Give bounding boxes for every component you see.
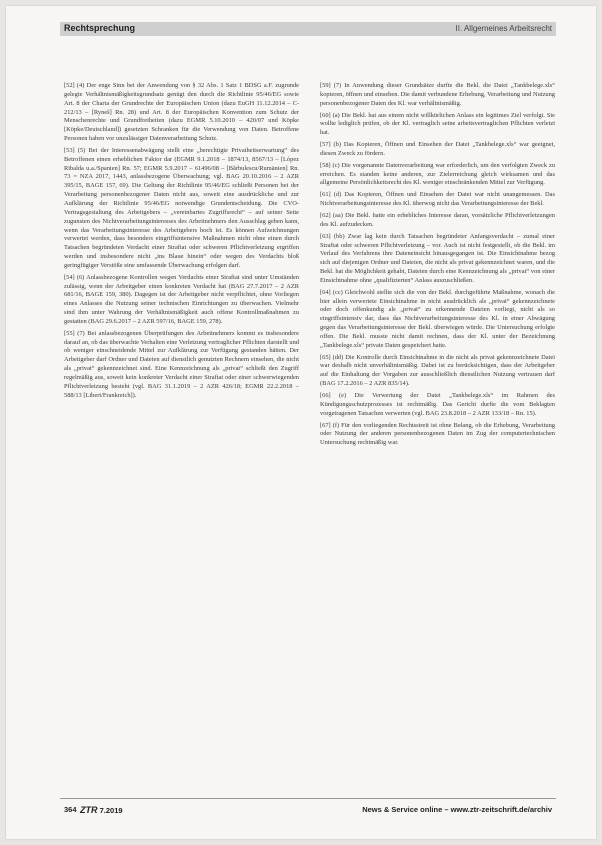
paragraph: [53] (5) Bei der Interessenabwägung stellt eine „berechtigte Privatheitserwartung“ des Betroffenen einen erheblichen Faktor dar (EGMR 9.1.2018 – 1874/13, 8567/13 – [López Ribalda u.a./Spanien] Rn. 57; EGMR 5.9.2017 – 61496/08 – [Bărbulescu/Rumänien] Rn. 73 = NZA 2017, 1443, anlassbezogene Überwachung; vgl. BAG 20.10.2016 – 2 AZR 395/15, BAGE 157, 69). Die Geltung der Richtlinie 95/46/EG schließt Personen bei der Verarbeitung personenbezogener Daten nicht aus, soweit eine ausdrückliche und zur Aufklärung der Richtlinie 95/46/EG notwendige Grundentscheidung. Die CVO-Vertragsgestaltung des Arbeitgebers – „vereinbartes Zugriffsrecht“ – auf seiner Seite zugunsten des Nichtverarbeitungsinteresses des Arbeitnehmers den Ausschlag geben kann, wenn das Verarbeitungsinteresse des Arbeitgebers hoch ist. Es können Aufzeichnungen verwertet werden, dass besonders eingriffsintensive Maßnahmen nicht ohne einen durch Tatsachen begründeten Verdacht einer Straftat oder schweren Pflichtverletzung ergriffen werden und insbesondere nicht „ins Blaue hinein“ oder wegen des Verdachts bloß geringfügiger Verstöße eine umfassende Überwachung erfolgen darf.: [64, 146, 299, 269]
paragraph: [60] (a) Die Bekl. hat aus einem nicht willkürlichen Anlass ein legitimes Ziel verfolgt. Sie wollte lediglich prüfen, ob der Kl. vertraglich seine arbeitsvertraglichen Pflichten verletzt hat.: [320, 111, 555, 137]
footer-divider: [60, 798, 556, 799]
paragraph: [67] (f) Für den vorliegenden Rechtsstreit ist ohne Belang, ob die Erhebung, Verarbeitung oder Nutzung der anderen personenbezogenen Daten im Zug der computertechnischen Untersuchung rechtmäßig war.: [320, 421, 555, 447]
paragraph: [57] (b) Das Kopieren, Öffnen und Einsehen der Datei „Tankbelege.xls“ war geeignet, diesen Zweck zu fördern.: [320, 141, 555, 157]
paragraph: [58] (c) Die vorgenannte Datenverarbeitung war erforderlich, um den verfolgten Zweck zu erreichen. Es standen keine anderen, zur Zielerreichung gleich wirksamen und das allgemeine Persönlichkeitsrecht des Kl. weniger einschränkenden Mittel zur Verfügung.: [320, 161, 555, 187]
category-title: II. Allgemeines Arbeitsrecht: [455, 24, 552, 33]
page-header: [60, 22, 556, 36]
archive-link[interactable]: News & Service online – www.ztr-zeitschrift.de/archiv: [362, 805, 552, 814]
paragraph: [52] (4) Der enge Sinn bei der Anwendung von § 32 Abs. 1 Satz 1 BDSG a.F. zugrunde gelegte Verhältnismäßigkeitsgrundsatz genügt den durch die Richtlinie 95/46/EG sowie Art. 8 der Charta der Grundrechte der Europäischen Union (dazu EuGH 11.12.2014 – C-212/13 – [Ryneš] Rn. 28) und Art. 8 der Europäischen Konvention zum Schutz der Menschenrechte und Grundfreiheiten (dazu EGMR 5.10.2010 – 420/07 und Köpke [Köpke/Deutschland]) gesetzten Schranken für die Verwendung von Daten. Betroffene Personen haben vor unzulässiger Datenverarbeitung Schutz.: [64, 82, 299, 143]
paragraph: [54] (6) Anlassbezogene Kontrollen wegen Verdachts einer Straftat sind unter Umständen zulässig, wenn der Arbeitgeber einen konkreten Verdacht hat (BAG 27.7.2017 – 2 AZR 681/16, BAGE 159, 380). Dagegen ist der Arbeitgeber nicht verpflichtet, ohne Vorliegen eines Anlasses die Nutzung seiner technischen Einrichtungen zu überwachen. Vielmehr sind ihm unter Wahrung der Verhältnismäßigkeit auch offene Kontrollmaßnahmen zu gestatten (BAG 29.6.2017 – 2 AZR 597/16, BAGE 159, 278).: [64, 273, 299, 325]
paragraph: [65] (dd) Die Kontrolle durch Einsichtnahme in die nicht als privat gekennzeichnete Datei war deshalb nicht unverhältnismäßig. Dabei ist zu berücksichtigen, dass der Arbeitgeber auf die Einhaltung der Vorgaben zur ausschließlich dienstlichen Nutzung vertrauen darf (BAG 17.2.2016 – 2 AZR 835/14).: [320, 353, 555, 388]
paragraph: [66] (e) Die Verwertung der Datei „Tankbelege.xls“ im Rahmen des Kündigungsschutzprozesses ist rechtmäßig. Das Gericht durfte die vom Beklagten vorgetragenen Tatsachen verwerten (vgl. BAG 23.8.2018 – 2 AZR 133/18 – Rn. 15).: [320, 392, 555, 417]
document-page: [6, 6, 596, 839]
left-column: [64, 82, 299, 804]
paragraph: [62] (aa) Die Bekl. hatte ein erhebliches Interesse daran, vorsätzliche Pflichtverletzungen des Kl. aufzudecken.: [320, 211, 555, 228]
paragraph: [55] (7) Bei anlassbezogenen Überprüfungen des Arbeitnehmers kommt es insbesondere darauf an, ob das überwachte Verhalten eine Verletzung vertraglicher Pflichten darstellt und ob weniger einschneidende Mittel zur Aufklärung zur Verfügung gestanden hätten. Der Arbeitgeber darf Ordner und Dateien auf dienstlich genutzten Rechnern einsehen, die nicht als „privat“ gekennzeichnet sind. Eine Kennzeichnung als „privat“ schließt den Zugriff regelmäßig aus, soweit kein konkreter Verdacht einer Straftat oder einer schwerwiegenden Pflichtverletzung besteht (vgl. BAG 31.1.2019 – 2 AZR 426/18; EGMR 22.2.2018 – 588/13 [Libert/Frankreich]).: [64, 329, 299, 399]
page-number: 364: [64, 805, 77, 814]
journal-logo: ZTR: [80, 805, 98, 815]
section-title: Rechtsprechung: [64, 23, 136, 33]
journal-issue: [80, 805, 123, 815]
paragraph: [63] (bb) Zwar lag kein durch Tatsachen begründeter Anfangsverdacht – zumal einer Straftat oder schweren Pflichtverletzung – vor. Auch ist nicht festgestellt, ob die Bekl. im Verlauf des Verfahrens ihre Dateneinsicht hinausgegangen ist. Die Einsichtnahme bezog sich auf diejenigen Ordner und Dateien, die nicht als privat gekennzeichnet waren, und die Bekl. hat die Möglichkeit gehabt, Dateien durch eine Kennzeichnung als „privat“ von einer Einsichtnahme ohne „qualifizierten“ Anlass auszuschließen.: [320, 232, 555, 284]
paragraph: [64] (cc) Gleichwohl stellte sich die von der Bekl. durchgeführte Maßnahme, wonach die hier allein verwertete Einsichtnahme in nicht ausdrücklich als „privat“ gekennzeichnete oder doch offenkundig als „privat“ zu erkennende Dateien vorliegt, nicht als so eingriffsintensiv dar, dass das Nichtverarbeitungsinteresse des Kl. in einer Abwägung gegen das Verarbeitungsinteresse der Bekl. überwiegen würde. Die Untersuchung erfolgte offen. Die Bekl. musste nicht damit rechnen, dass der Kl. unter der Bezeichnung „Tankbelege.xls“ private Daten gespeichert hatte.: [320, 288, 555, 349]
paragraph: [61] (d) Das Kopieren, Öffnen und Einsehen der Datei war nicht unangemessen. Das Nichtverarbeitungsinteresse des Kl. überwog nicht das Verarbeitungsinteresse der Bekl.: [320, 191, 555, 208]
issue-number: 7.2019: [99, 806, 123, 815]
paragraph: [59] (7) In Anwendung dieser Grundsätze durfte die Bekl. die Datei „Tankbelege.xls“ kopieren, öffnen und einsehen. Die damit verbundene Erhebung, Verarbeitung und Nutzung personenbezogener Daten des Kl. war verhältnismäßig.: [320, 82, 555, 107]
right-column: [320, 82, 555, 804]
